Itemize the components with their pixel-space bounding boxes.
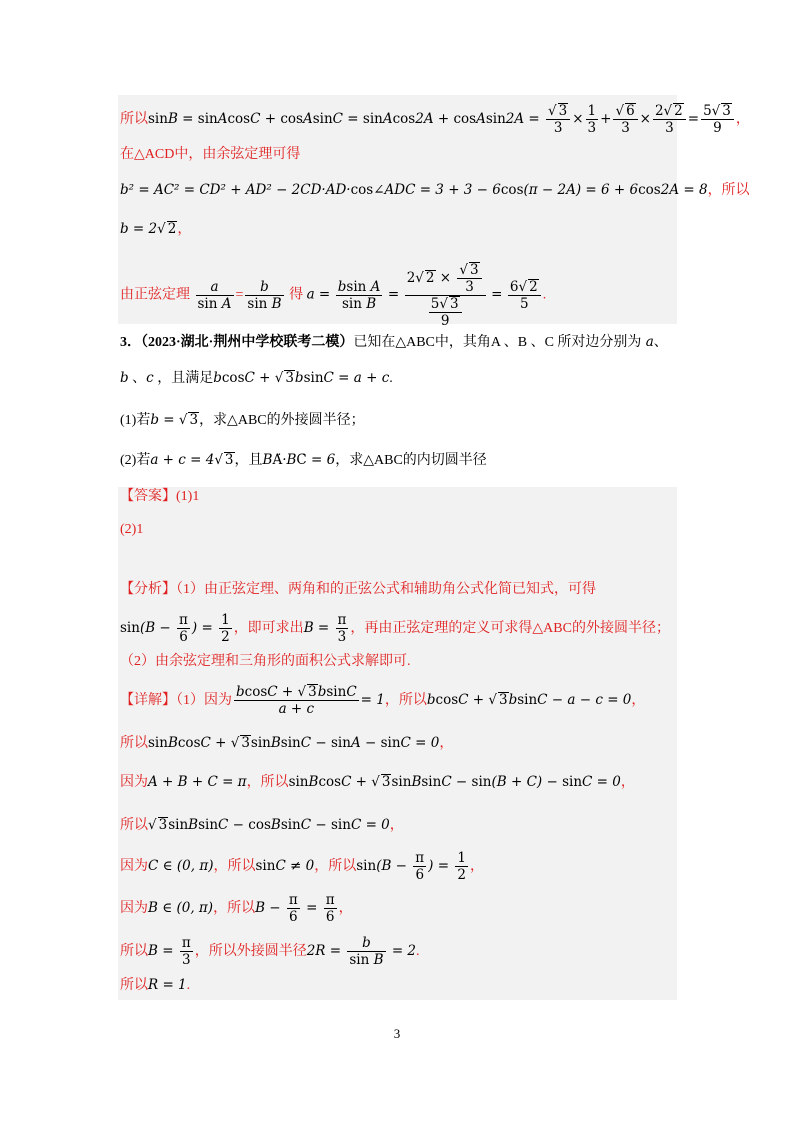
analysis-line-2: sin(B − $\frac{\pi}{6}$ ) = $\frac{1}{2}$ ，即可求出B = $\frac{\pi}{3}$ ，再由正弦定理的定义可求得△ABC的外接圆半径； xyxy=(120,612,670,645)
detail-line-6: 因为B ∈ (0, π)，所以B − $\frac{\pi}{6}$ = $\frac{\pi}{6}$ ， xyxy=(120,892,353,925)
line-sinB: 所以sinB = sinAcosC + cosAsinC = sinAcos2A + cosAsin2A = $\frac{√ 3}{3}$ × $\frac{1}{3}$ + $\frac{√ 6}{3}$ × $\frac{2√ 2}{3}$ = $\frac{5√ 3}{9}$ ， xyxy=(120,103,750,136)
detail-line-5: 因为C ∈ (0, π)，所以sinC ≠ 0，所以sin(B − $\frac{\pi}{6}$ ) = $\frac{1}{2}$ ， xyxy=(120,850,484,883)
answer-line-1: 【答案】(1)1 xyxy=(120,489,200,504)
analysis-line-3: （2）由余弦定理和三角形的面积公式求解即可. xyxy=(120,654,411,669)
detail-line-1: 【详解】（1）因为 $\frac{bcosC + √ 3bsinC}{a + c}$ = 1，所以bcosC + √ 3bsinC − a − c = 0， xyxy=(120,684,646,718)
line-b-squared: b² = AC² = CD² + AD² − 2CD·AD·cos∠ADC = 3 + 3 − 6cos(π − 2A) = 6 + 6cos2A = 8，所以 xyxy=(120,182,750,198)
page-number: 3 xyxy=(393,1026,401,1041)
answer-line-2: (2)1 xyxy=(120,522,144,537)
detail-line-8: 所以R = 1. xyxy=(120,977,191,993)
detail-line-2: 所以sinBcosC + √ 3sinBsinC − sinA − sinC = 0， xyxy=(120,735,454,751)
line-b-value: b = 2√ 2， xyxy=(120,221,192,237)
problem-stem: 3．（2023·湖北·荆州中学校联考二模）已知在△ABC中，其角A 、B 、C 所对边分别为 a、 xyxy=(120,334,668,350)
detail-line-4: 所以√ 3sinBsinC − cosBsinC − sinC = 0， xyxy=(120,817,404,833)
problem-condition: b 、c ，且满足bcosC + √ 3bsinC = a + c. xyxy=(120,370,393,386)
problem-question-2: (2)若a + c = 4√ 3，且BȦ·BĊ = 6，求△ABC的内切圆半径 xyxy=(120,452,487,468)
detail-line-7: 所以B = $\frac{\pi}{3}$ ，所以外接圆半径2R = $\frac{b}{\text{sin B}}$ = 2. xyxy=(120,935,420,968)
line-cosine-law-intro: 在△ACD中，由余弦定理可得 xyxy=(120,147,301,162)
analysis-line-1: 【分析】（1）由正弦定理、两角和的正弦公式和辅助角公式化简已知式，可得 xyxy=(120,582,596,597)
line-sine-law: 由正弦定理 $\frac{a}{\text{sin A}}$ = $\frac{b}{\text{sin B}}$ 得 a = $\frac{\text{bsin A}}{\text{sin B}}$ = 2√ 2 × $\frac{√ 3}{3}$ $\frac{5√ 3}{9}$ = $\frac{6√ 2}{5}$ . xyxy=(120,262,547,329)
problem-question-1: (1)若b = √ 3，求△ABC的外接圆半径； xyxy=(120,412,365,428)
detail-line-3: 因为A + B + C = π，所以sinBcosC + √ 3sinBsinC − sin(B + C) − sinC = 0， xyxy=(120,774,635,790)
